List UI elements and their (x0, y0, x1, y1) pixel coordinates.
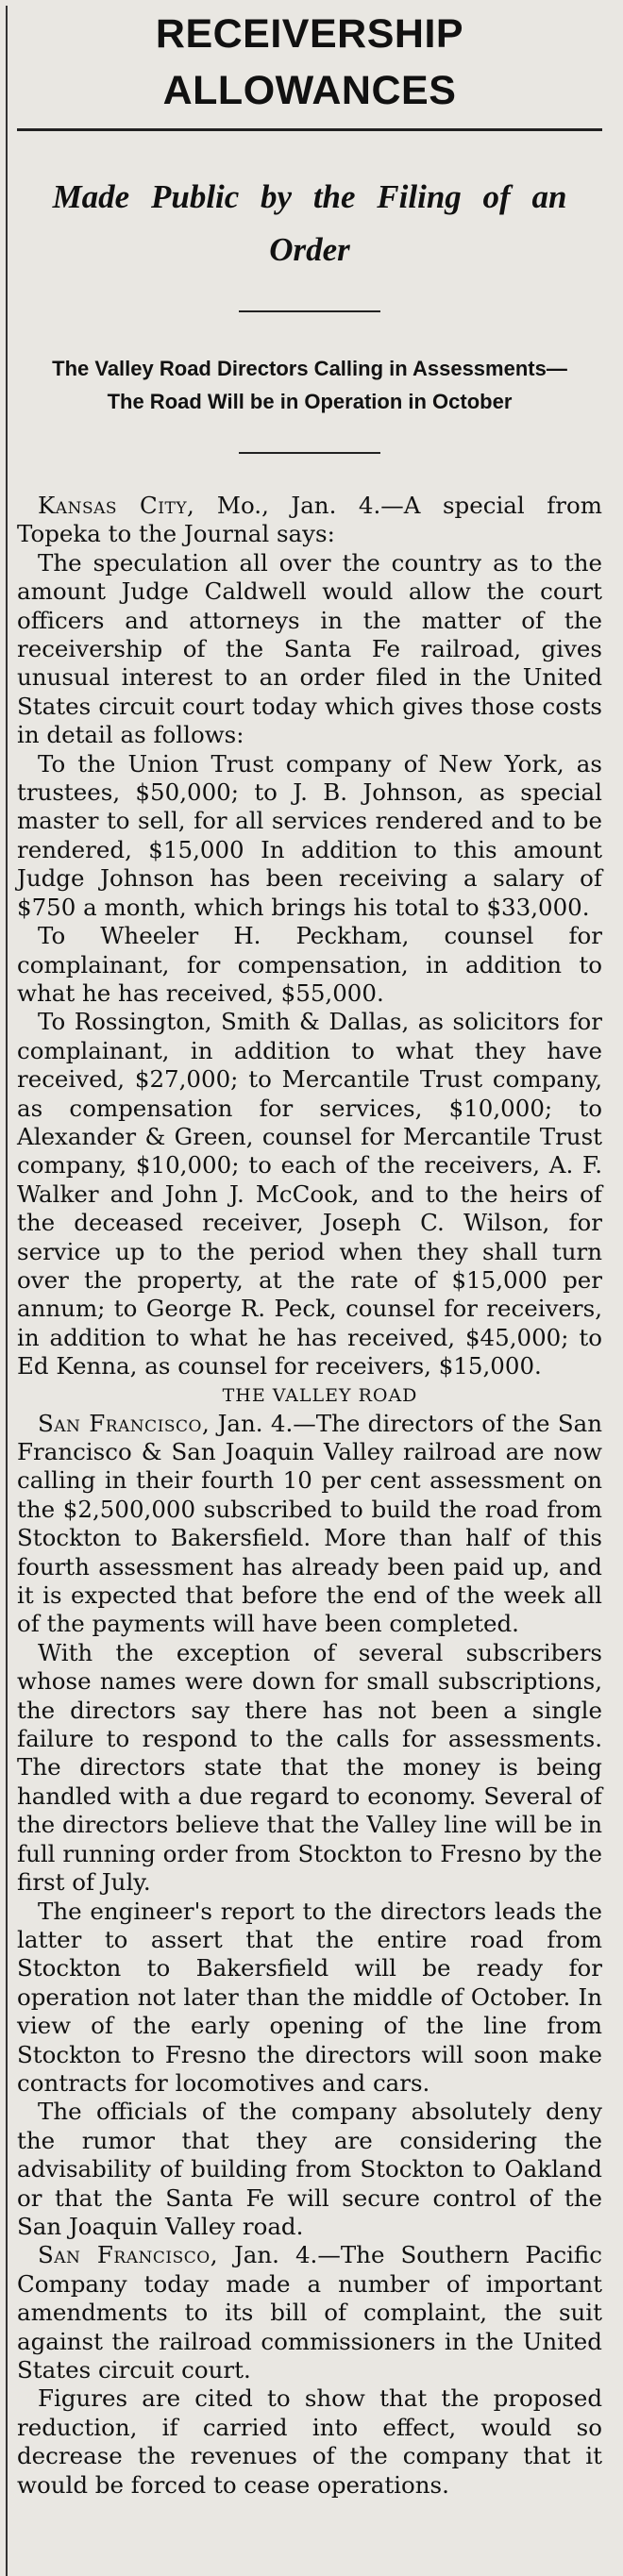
deck-divider-2 (239, 452, 380, 454)
paragraph-1: Kansas City, Mo., Jan. 4.—A special from Topeka to the Journal says: (17, 492, 602, 548)
newspaper-column (0, 6, 623, 2576)
deck-secondary: The Valley Road Directors Calling in Assessments—The Road Will be in Operation in October (52, 357, 567, 413)
paragraph-4: To Wheeler H. Peckham, counsel for complainant, for compensation, in addition to what he has received, $55,000. (17, 922, 602, 1007)
article-body (17, 492, 602, 2500)
dateline-san-francisco: San Francisco, (38, 1409, 210, 1437)
paragraph-11: Figures are cited to show that the proposed reduction, if carried into effect, would so decrease the revenues of the company that it would be forced to cease operations. (17, 2384, 602, 2499)
headline: RECEIVERSHIP ALLOWANCES (155, 11, 464, 113)
paragraph-7: With the exception of several subscribers whose names were down for small subscriptions, the directors say there has not been a single failure to respond to the calls for assessments. The directors state that the money is being handled with a due regard to economy. Several of the directors believe that the Valley line will be in full running order from Stockton to Fresno by the first of July. (17, 1638, 602, 1897)
paragraph-6: San Francisco, Jan. 4.—The directors of the San Francisco & San Joaquin Valley railroad are now calling in their fourth 10 per cent assessment on the $2,500,000 subscribed to build the road from Stockton to Bakersfield. More than half of this fourth assessment has already been paid up, and it is expected that before the end of the week all of the payments will have been completed. (17, 1409, 602, 1638)
paragraph-3: To the Union Trust company of New York, as trustees, $50,000; to J. B. Johnson, as special master to sell, for all services rendered and to be rendered, $15,000 In addition to this amount Judge Johnson has been receiving a salary of $750 a month, which brings his total to $33,000. (17, 749, 602, 921)
paragraph-2: The speculation all over the country as to the amount Judge Caldwell would allow the court officers and attorneys in the matter of the receivership of the Santa Fe railroad, gives unusual interest to an order filed in the United States circuit court today which gives those costs in detail as follows: (17, 548, 602, 749)
paragraph-9: The officials of the company absolutely deny the rumor that they are considering the advisability of building from Stockton to Oakland or that the Santa Fe will secure control of the San Joaquin Valley road. (17, 2098, 602, 2240)
section-subhead: THE VALLEY ROAD (222, 1384, 418, 1406)
paragraph-8: The engineer's report to the directors leads the latter to assert that the entire road from Stockton to Bakersfield will be ready for operation not later than the middle of October. In view of the early opening of the line from Stockton to Fresno the directors will soon make contracts for locomotives and cars. (17, 1897, 602, 2097)
paragraph-5: To Rossington, Smith & Dallas, as solicitors for complainant, in addition to what they have received, $27,000; to Mercantile Trust company, as compensation for services, $10,000; to Alexander & Green, counsel for Mercantile Trust company, $10,000; to each of the receivers, A. F. Walker and John J. McCook, and to the heirs of the deceased receiver, Joseph C. Wilson, for service up to the period when they shall turn over the property, at the rate of $15,000 per annum; to George R. Peck, counsel for receivers, in addition to what he has received, $45,000; to Ed Kenna, as counsel for receivers, $15,000. (17, 1008, 602, 1380)
dateline-san-francisco-2: San Francisco, (38, 2241, 218, 2269)
dateline-kansas-city: Kansas City, (38, 492, 195, 519)
deck-primary: Made Public by the Filing of an Order (52, 178, 567, 268)
deck-divider (239, 310, 380, 312)
headline-rule (17, 128, 602, 131)
paragraph-10: San Francisco, Jan. 4.—The Southern Pacific Company today made a number of important amendments to its bill of complaint, the suit against the railroad commissioners in the United States circuit court. (17, 2241, 602, 2384)
